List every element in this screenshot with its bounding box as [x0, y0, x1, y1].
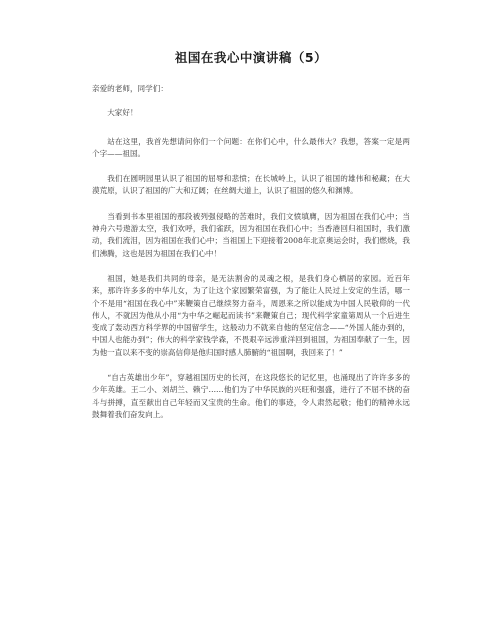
paragraph-1: 站在这里，我首先想请问你们一个问题：在你们心中，什么最伟大？我想，答案一定是两个字——祖国。 [92, 136, 410, 158]
salutation: 亲爱的老师，同学们： [92, 84, 168, 93]
page-title: 祖国在我心中演讲稿（5） [174, 50, 328, 65]
paragraph-5: “自古英雄出少年”，穿越祖国历史的长河，在这段悠长的记忆里，也涌现出了许许多多的少年英雄。王二小、刘胡兰、赖宁……他们为了中华民族的兴旺和强盛，进行了不屈不挠的奋斗与拼搏，直至献出自己年轻而又宝贵的生命。他们的事迹，令人肃然起敬；他们的精神永远鼓舞着我们奋发向上。 [92, 373, 410, 419]
paragraph-2: 我们在圆明园里认识了祖国的屈辱和悲愤；在长城岭上，认识了祖国的雄伟和秘藏；在大漠荒原，认识了祖国的广大和辽阔；在丝绸大道上，认识了祖国的悠久和渊博。 [92, 174, 410, 196]
document-page [92, 48, 410, 434]
paragraph-4: 祖国，她是我们共同的母亲，是无法割舍的灵魂之根，是我们身心栖居的家园。近百年来，那许许多多的中华儿女，为了让这个家园繁荣富强，为了能让人民过上安定的生活，哪一个不是用“祖国在我心中”来鞭策自己继续努力奋斗，周恩来之所以能成为中国人民敬仰的一代伟人，不就因为他从小用“为中华之崛起而读书”来鞭策自己；现代科学家童第周从一个后进生变成了轰动西方科学界的中国留学生，这般动力不就来自他的坚定信念——“外国人能办到的，中国人也能办到”；伟大的科学家钱学森，不畏艰辛远涉重洋回到祖国，为祖国奉献了一生，因为他一直以来不变的崇高信仰是他归国时感人肺腑的“祖国啊，我回来了！” [92, 273, 410, 357]
paragraph-3: 当看到书本里祖国的那段被列强侵略的苦难时，我们文愤填膺，因为祖国在我们心中；当神舟六号遨游太空，我们欢呼，我们雀跃，因为祖国在我们心中；当香港回归祖国时，我们激动，我们流泪，因为祖国在我们心中；当祖国上下迎接着2008年北京奥运会时，我们燃烧，我们沸腾，这也是因为祖国在我们心中！ [92, 211, 410, 258]
greeting: 大家好！ [107, 108, 138, 118]
